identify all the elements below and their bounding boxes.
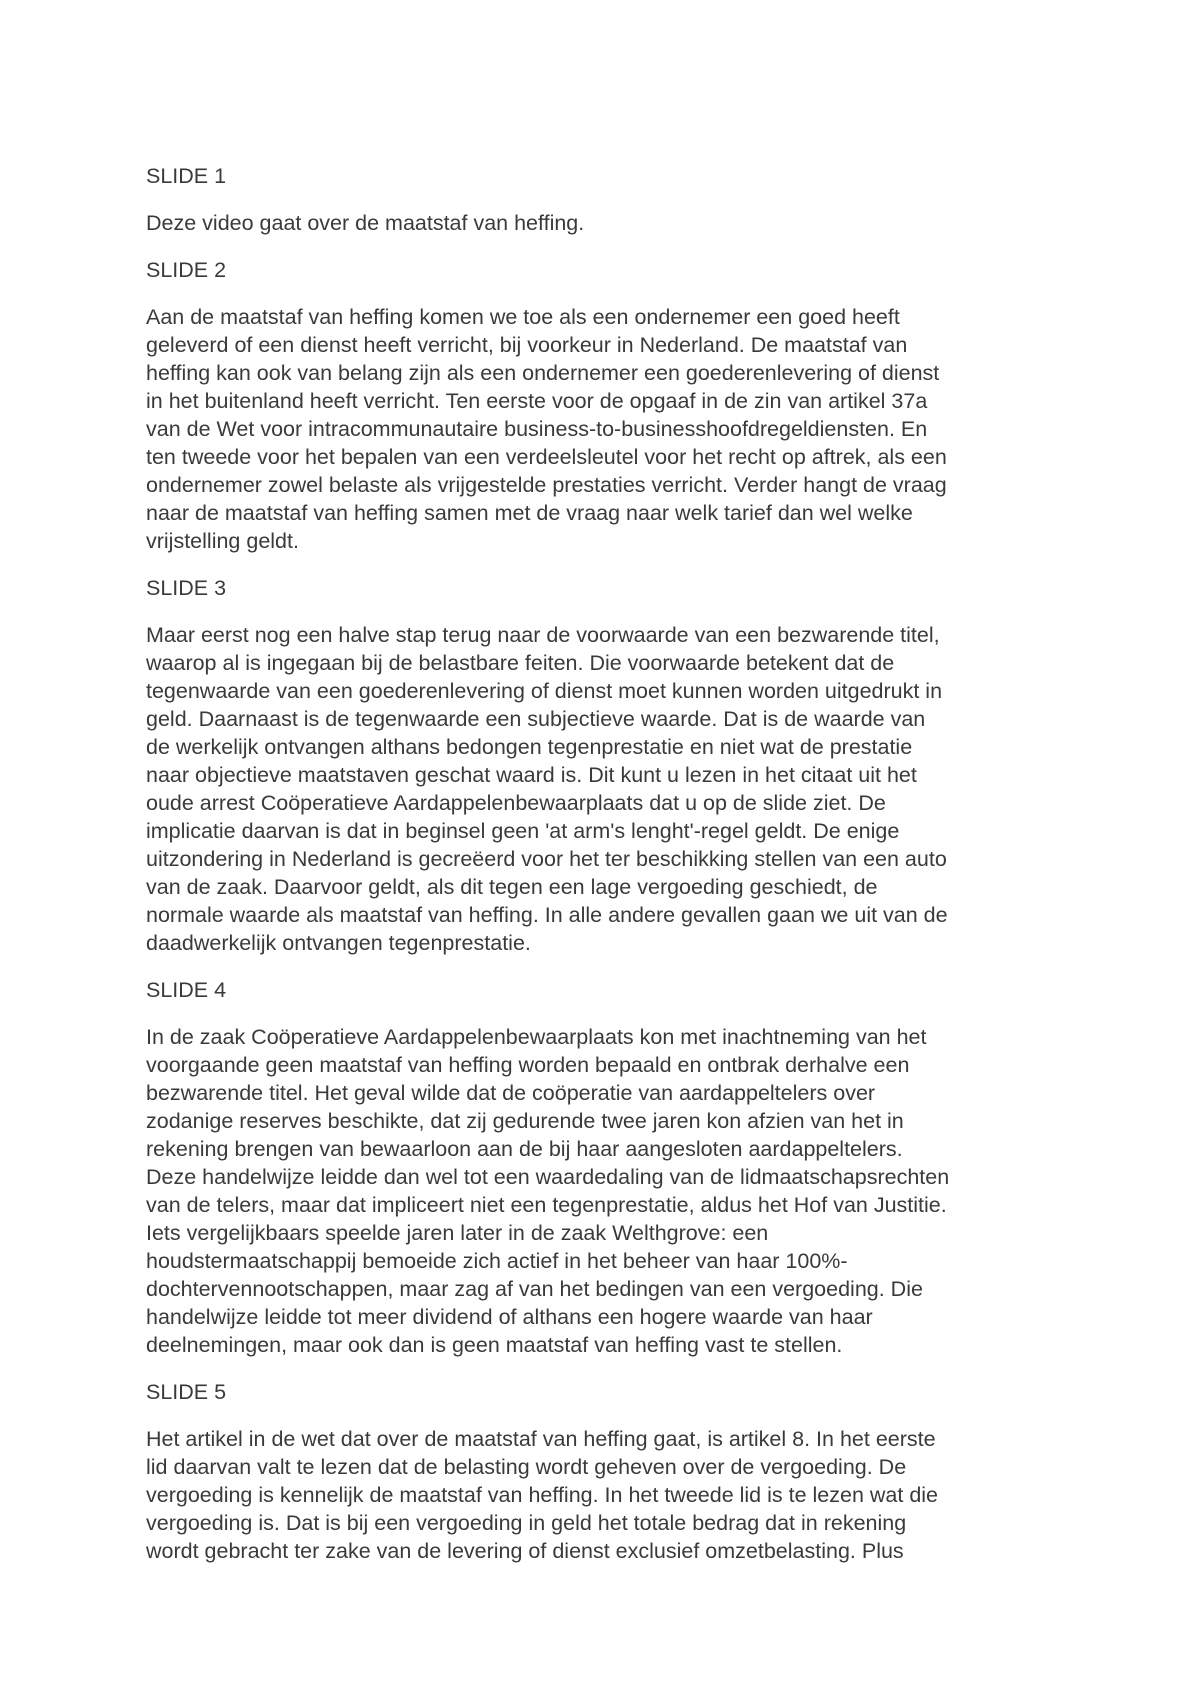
slide-heading: SLIDE 3 <box>146 576 227 600</box>
paragraph-line: Maar eerst nog een halve stap terug naar de voorwaarde van een bezwarende titel, <box>146 623 940 647</box>
paragraph-line: lid daarvan valt te lezen dat de belasting wordt geheven over de vergoeding. De <box>146 1455 907 1479</box>
paragraph-line: Deze handelwijze leidde dan wel tot een waardedaling van de lidmaatschapsrechten <box>146 1165 950 1189</box>
paragraph-line: heffing kan ook van belang zijn als een ondernemer een goederenlevering of dienst <box>146 361 940 385</box>
paragraph-line: houdstermaatschappij bemoeide zich actief in het beheer van haar 100%- <box>146 1249 848 1273</box>
paragraph-line: uitzondering in Nederland is gecreëerd voor het ter beschikking stellen van een auto <box>146 847 947 871</box>
slide-paragraph <box>146 1023 1066 1359</box>
paragraph-line: deelnemingen, maar ook dan is geen maatstaf van heffing vast te stellen. <box>146 1333 843 1357</box>
paragraph-line: handelwijze leidde tot meer dividend of althans een hogere waarde van haar <box>146 1305 873 1329</box>
paragraph-line: van de telers, maar dat impliceert niet een tegenprestatie, aldus het Hof van Justitie. <box>146 1193 947 1217</box>
paragraph-line: oude arrest Coöperatieve Aardappelenbewaarplaats dat u op de slide ziet. De <box>146 791 886 815</box>
paragraph-line: rekening brengen van bewaarloon aan de bij haar aangesloten aardappeltelers. <box>146 1137 903 1161</box>
slide-paragraph <box>146 621 1066 957</box>
paragraph-line: vergoeding is kennelijk de maatstaf van heffing. In het tweede lid is te lezen wat die <box>146 1483 939 1507</box>
paragraph-line: bezwarende titel. Het geval wilde dat de coöperatie van aardappeltelers over <box>146 1081 876 1105</box>
slide-heading: SLIDE 2 <box>146 258 227 282</box>
paragraph-line: naar objectieve maatstaven geschat waard is. Dit kunt u lezen in het citaat uit het <box>146 763 917 787</box>
paragraph-line: waarop al is ingegaan bij de belastbare feiten. Die voorwaarde betekent dat de <box>146 651 895 675</box>
paragraph-line: Aan de maatstaf van heffing komen we toe als een ondernemer een goed heeft <box>146 305 900 329</box>
paragraph-line: ondernemer zowel belaste als vrijgestelde prestaties verricht. Verder hangt de vraag <box>146 473 947 497</box>
paragraph-line: Deze video gaat over de maatstaf van heffing. <box>146 211 585 235</box>
slide-heading: SLIDE 5 <box>146 1380 227 1404</box>
paragraph-line: geld. Daarnaast is de tegenwaarde een subjectieve waarde. Dat is de waarde van <box>146 707 926 731</box>
paragraph-line: Iets vergelijkbaars speelde jaren later in de zaak Welthgrove: een <box>146 1221 769 1245</box>
paragraph-line: zodanige reserves beschikte, dat zij gedurende twee jaren kon afzien van het in <box>146 1109 904 1133</box>
slide-paragraph <box>146 303 1066 555</box>
document-page <box>146 162 1066 1584</box>
paragraph-line: In de zaak Coöperatieve Aardappelenbewaarplaats kon met inachtneming van het <box>146 1025 927 1049</box>
slide-paragraph <box>146 209 1066 237</box>
paragraph-line: tegenwaarde van een goederenlevering of dienst moet kunnen worden uitgedrukt in <box>146 679 943 703</box>
paragraph-line: ten tweede voor het bepalen van een verdeelsleutel voor het recht op aftrek, als een <box>146 445 947 469</box>
paragraph-line: van de zaak. Daarvoor geldt, als dit tegen een lage vergoeding geschiedt, de <box>146 875 878 899</box>
paragraph-line: de werkelijk ontvangen althans bedongen tegenprestatie en niet wat de prestatie <box>146 735 913 759</box>
paragraph-line: van de Wet voor intracommunautaire business-to-businesshoofdregeldiensten. En <box>146 417 928 441</box>
paragraph-line: daadwerkelijk ontvangen tegenprestatie. <box>146 931 531 955</box>
paragraph-line: implicatie daarvan is dat in beginsel geen 'at arm's lenght'-regel geldt. De enige <box>146 819 900 843</box>
slide-paragraph <box>146 1425 1066 1565</box>
paragraph-line: naar de maatstaf van heffing samen met de vraag naar welk tarief dan wel welke <box>146 501 913 525</box>
paragraph-line: in het buitenland heeft verricht. Ten eerste voor de opgaaf in de zin van artikel 37a <box>146 389 928 413</box>
paragraph-line: vergoeding is. Dat is bij een vergoeding in geld het totale bedrag dat in rekening <box>146 1511 907 1535</box>
paragraph-line: geleverd of een dienst heeft verricht, bij voorkeur in Nederland. De maatstaf van <box>146 333 908 357</box>
paragraph-line: normale waarde als maatstaf van heffing. In alle andere gevallen gaan we uit van de <box>146 903 948 927</box>
slide-heading: SLIDE 4 <box>146 978 227 1002</box>
paragraph-line: vrijstelling geldt. <box>146 529 299 553</box>
paragraph-line: voorgaande geen maatstaf van heffing worden bepaald en ontbrak derhalve een <box>146 1053 910 1077</box>
paragraph-line: Het artikel in de wet dat over de maatstaf van heffing gaat, is artikel 8. In het eerste <box>146 1427 936 1451</box>
slide-heading: SLIDE 1 <box>146 164 227 188</box>
paragraph-line: dochtervennootschappen, maar zag af van het bedingen van een vergoeding. Die <box>146 1277 923 1301</box>
paragraph-line: wordt gebracht ter zake van de levering of dienst exclusief omzetbelasting. Plus <box>146 1539 904 1563</box>
